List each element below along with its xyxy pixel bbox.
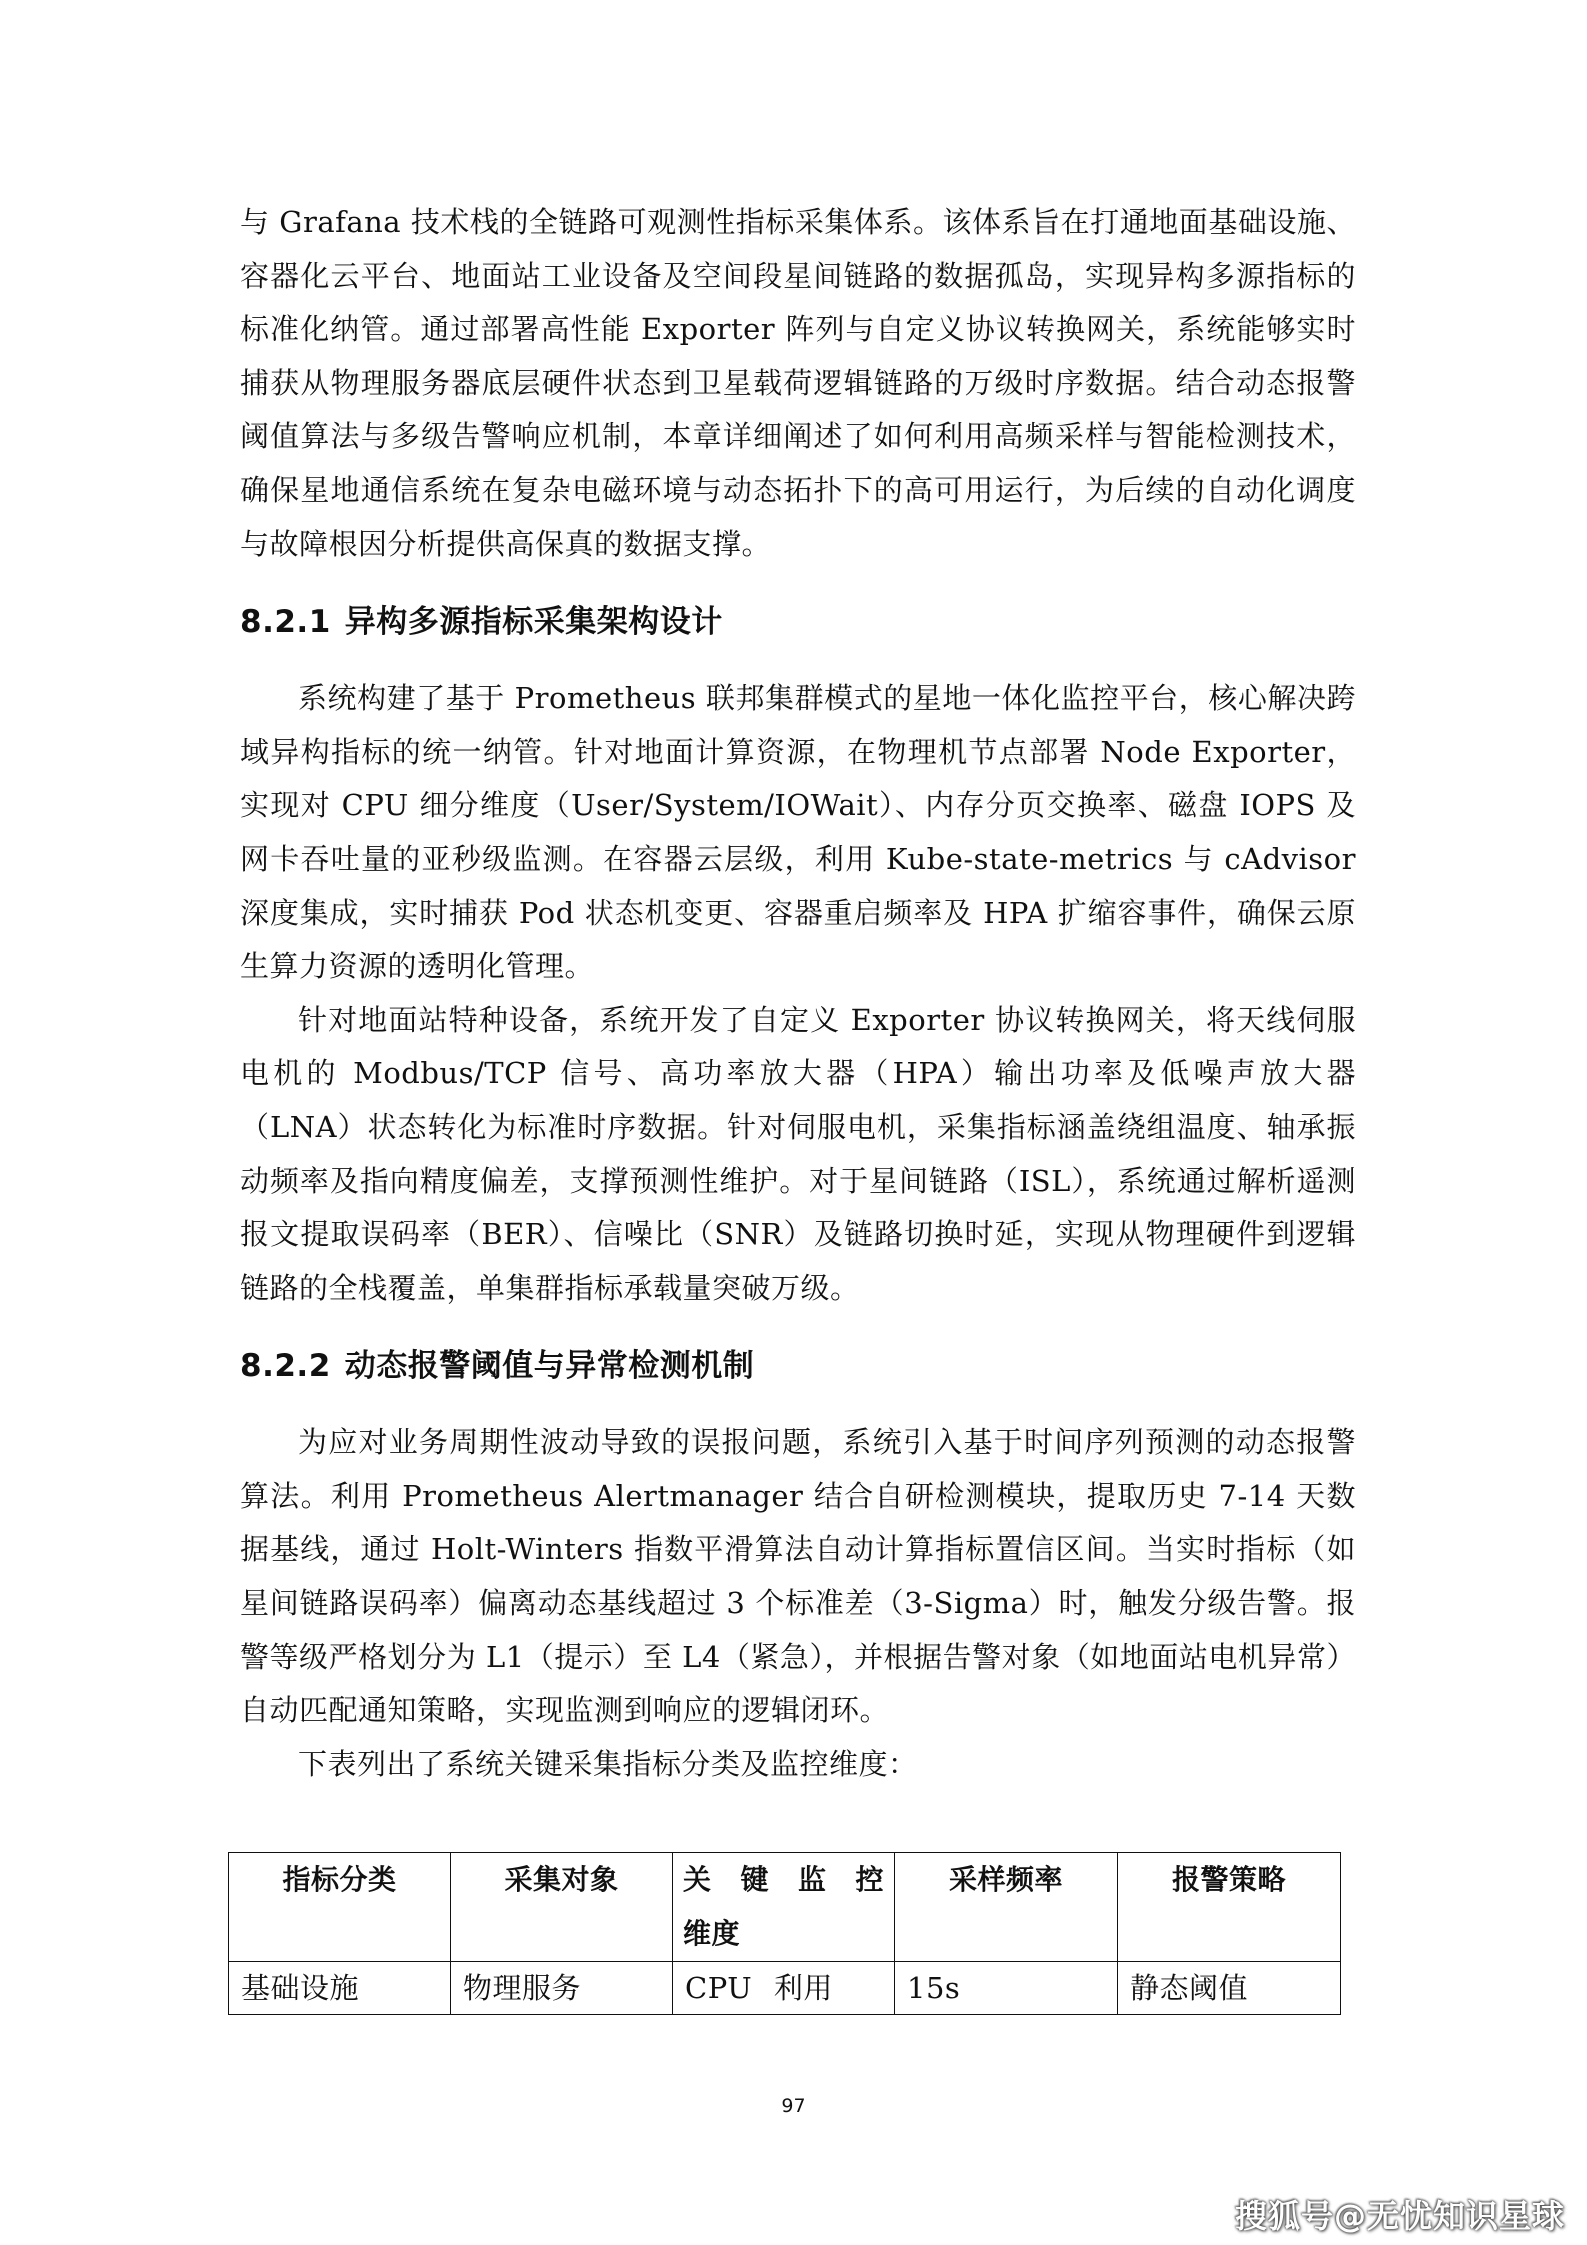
cell-frequency: 15s: [895, 1962, 1118, 2015]
header-policy: 报警策略: [1118, 1853, 1341, 1962]
cell-policy: 静态阈值: [1118, 1962, 1341, 2015]
header-category: 指标分类: [229, 1853, 451, 1962]
metrics-table: [228, 1852, 1341, 2015]
header-frequency: 采样频率: [895, 1853, 1118, 1962]
header-target: 采集对象: [451, 1853, 673, 1962]
section-title: 异构多源指标采集架构设计: [344, 604, 723, 641]
cell-category: 基础设施: [229, 1962, 451, 2015]
section2-paragraph-1: 为应对业务周期性波动导致的误报问题，系统引入基于时间序列预测的动态报警算法。利用 Prometheus Alertmanager 结合自研检测模块，提取历史 7-14 天数据基线，通过 Holt-Winters 指数平滑算法自动计算指标置信区间。当实时指标（如星间链路误码率）偏离动态基线超过 3 个标准差（3-Sigma）时，触发分级告警。报警等级严格划分为 L1（提示）至 L4（紧急），并根据告警对象（如地面站电机异常）自动匹配通知策略，实现监测到响应的逻辑闭环。: [240, 1425, 1356, 1728]
cell-target: 物理服务: [451, 1962, 673, 2015]
table-header-row: [229, 1853, 1341, 1962]
section-heading-8-2-2: [240, 1339, 1356, 1393]
table-row: [229, 1962, 1341, 2015]
header-dimension-line2: 维度: [683, 1917, 741, 1950]
section-heading-8-2-1: [240, 595, 1356, 649]
header-dimension: [673, 1853, 895, 1962]
cell-dimension: CPU 利用: [673, 1962, 895, 2015]
section-title: 动态报警阈值与异常检测机制: [344, 1348, 755, 1385]
section1-paragraph-2: 针对地面站特种设备，系统开发了自定义 Exporter 协议转换网关，将天线伺服电机的 Modbus/TCP 信号、高功率放大器（HPA）输出功率及低噪声放大器（LNA）状态转化为标准时序数据。针对伺服电机，采集指标涵盖绕组温度、轴承振动频率及指向精度偏差，支撑预测性维护。对于星间链路（ISL），系统通过解析遥测报文提取误码率（BER）、信噪比（SNR）及链路切换时延，实现从物理硬件到逻辑链路的全栈覆盖，单集群指标承载量突破万级。: [240, 1002, 1356, 1305]
intro-paragraph: 与 Grafana 技术栈的全链路可观测性指标采集体系。该体系旨在打通地面基础设施、容器化云平台、地面站工业设备及空间段星间链路的数据孤岛，实现异构多源指标的标准化纳管。通过部署高性能 Exporter 阵列与自定义协议转换网关，系统能够实时捕获从物理服务器底层硬件状态到卫星载荷逻辑链路的万级时序数据。结合动态报警阈值算法与多级告警响应机制，本章详细阐述了如何利用高频采样与智能检测技术，确保星地通信系统在复杂电磁环境与动态拓扑下的高可用运行，为后续的自动化调度与故障根因分析提供高保真的数据支撑。: [240, 205, 1356, 561]
section-number: 8.2.2: [240, 1348, 331, 1385]
section1-paragraph-1: 系统构建了基于 Prometheus 联邦集群模式的星地一体化监控平台，核心解决跨域异构指标的统一纳管。针对地面计算资源，在物理机节点部署 Node Exporter，实现对 CPU 细分维度（User/System/IOWait）、内存分页交换率、磁盘 IOPS 及网卡吞吐量的亚秒级监测。在容器云层级，利用 Kube-state-metrics 与 cAdvisor 深度集成，实时捕获 Pod 状态机变更、容器重启频率及 HPA 扩缩容事件，确保云原生算力资源的透明化管理。: [240, 681, 1356, 984]
page-number: 97: [781, 2095, 806, 2117]
table-intro-paragraph: 下表列出了系统关键采集指标分类及监控维度：: [298, 1746, 918, 1781]
header-dimension-line1: 关键监控: [683, 1863, 884, 1896]
source-watermark: 搜狐号@无忧知识星球: [1234, 2197, 1565, 2235]
section-number: 8.2.1: [240, 604, 331, 641]
document-body: [240, 196, 1356, 1791]
